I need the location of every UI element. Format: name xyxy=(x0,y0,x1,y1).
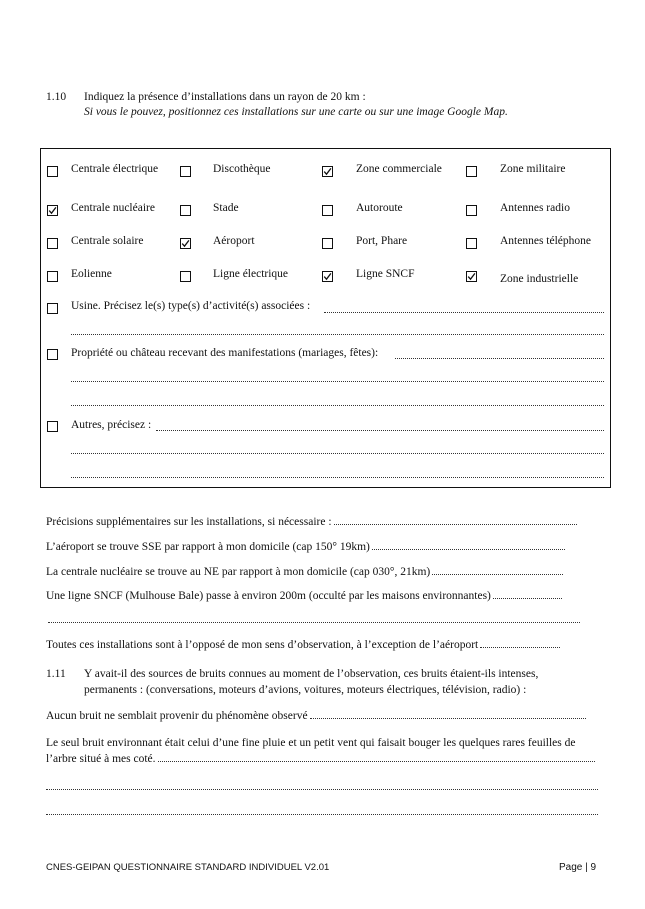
zone-militaire-label: Zone militaire xyxy=(500,163,566,175)
footer-page-number: Page | 9 xyxy=(559,862,597,873)
antennes-telephone-checkbox[interactable] xyxy=(466,238,477,249)
section-title-1-10: Indiquez la présence d’installations dans un rayon de 20 km : xyxy=(84,91,366,103)
answer-dots-2[interactable] xyxy=(158,761,595,762)
autres-field-line2[interactable] xyxy=(71,453,604,454)
autoroute-checkbox[interactable] xyxy=(322,205,333,216)
eolienne-checkbox[interactable] xyxy=(47,271,58,282)
centrale-solaire-checkbox[interactable] xyxy=(47,238,58,249)
precision-dots-5[interactable] xyxy=(480,647,560,648)
usine-field[interactable] xyxy=(324,312,604,313)
zone-militaire-checkbox[interactable] xyxy=(466,166,477,177)
answer-text-2-line2: l’arbre situé à mes coté. xyxy=(46,753,156,765)
eolienne-label: Eolienne xyxy=(71,268,112,280)
antennes-radio-checkbox[interactable] xyxy=(466,205,477,216)
antennes-radio-label: Antennes radio xyxy=(500,202,570,214)
section-question-1-11-line2: permanents : (conversations, moteurs d’avions, voitures, moteurs électriques, télévision, radio) : xyxy=(84,684,527,696)
propriete-field-line3[interactable] xyxy=(71,405,604,406)
precision-line-3 xyxy=(46,590,562,602)
ligne-electrique-label: Ligne électrique xyxy=(213,268,289,280)
checkmark-icon xyxy=(48,206,57,215)
centrale-nucleaire-label: Centrale nucléaire xyxy=(71,202,155,214)
centrale-electrique-checkbox[interactable] xyxy=(47,166,58,177)
precisions-field[interactable] xyxy=(334,524,577,525)
autres-checkbox[interactable] xyxy=(47,421,58,432)
precision-dots-1[interactable] xyxy=(372,549,565,550)
answer-text-1: Aucun bruit ne semblait provenir du phénomène observé xyxy=(46,710,308,722)
centrale-nucleaire-checkbox[interactable] xyxy=(47,205,58,216)
centrale-solaire-label: Centrale solaire xyxy=(71,235,144,247)
stade-checkbox[interactable] xyxy=(180,205,191,216)
footer-left: CNES-GEIPAN QUESTIONNAIRE STANDARD INDIVIDUEL V2.01 xyxy=(46,862,330,873)
discotheque-checkbox[interactable] xyxy=(180,166,191,177)
answer-line-2b xyxy=(46,753,595,765)
zone-industrielle-checkbox[interactable] xyxy=(466,271,477,282)
ligne-sncf-checkbox[interactable] xyxy=(322,271,333,282)
section-subtitle-1-10: Si vous le pouvez, positionnez ces installations sur une carte ou sur une image Google Map. xyxy=(84,106,508,118)
autres-field[interactable] xyxy=(156,430,604,431)
section-number-1-11: 1.11 xyxy=(46,668,66,680)
antennes-telephone-label: Antennes téléphone xyxy=(500,235,592,247)
autoroute-label: Autoroute xyxy=(356,202,403,214)
answer-blank-line-2[interactable] xyxy=(46,814,598,815)
precision-text-5: Toutes ces installations sont à l’opposé de mon sens d’observation, à l’exception de l’aéroport xyxy=(46,639,479,651)
checkmark-icon xyxy=(323,272,332,281)
usine-label: Usine. Précisez le(s) type(s) d’activité(s) associées : xyxy=(71,300,311,312)
usine-checkbox[interactable] xyxy=(47,303,58,314)
precision-line-5 xyxy=(46,639,560,651)
precision-text-1: L’aéroport se trouve SSE par rapport à mon domicile (cap 150° 19km) xyxy=(46,541,370,553)
checkmark-icon xyxy=(467,272,476,281)
aeroport-checkbox[interactable] xyxy=(180,238,191,249)
centrale-electrique-label: Centrale électrique xyxy=(71,163,159,175)
propriete-field[interactable] xyxy=(395,358,604,359)
answer-line-1 xyxy=(46,710,586,722)
port-phare-checkbox[interactable] xyxy=(322,238,333,249)
port-phare-label: Port, Phare xyxy=(356,235,408,247)
propriete-field-line2[interactable] xyxy=(71,381,604,382)
ligne-sncf-label: Ligne SNCF xyxy=(356,268,415,280)
autres-field-line3[interactable] xyxy=(71,477,604,478)
checkmark-icon xyxy=(181,239,190,248)
propriete-checkbox[interactable] xyxy=(47,349,58,360)
checkmark-icon xyxy=(323,167,332,176)
installations-box xyxy=(40,148,611,488)
section-number-1-10: 1.10 xyxy=(46,91,67,103)
precisions-label: Précisions supplémentaires sur les installations, si nécessaire : xyxy=(46,516,332,528)
section-question-1-11-line1: Y avait-il des sources de bruits connues au moment de l’observation, ces bruits étaient-ils intenses, xyxy=(84,668,539,680)
ligne-electrique-checkbox[interactable] xyxy=(180,271,191,282)
answer-text-2-line1: Le seul bruit environnant était celui d’une fine pluie et un petit vent qui faisait bouger les quelques rares feuilles de xyxy=(46,737,576,749)
precision-text-2: La centrale nucléaire se trouve au NE par rapport à mon domicile (cap 030°, 21km) xyxy=(46,566,431,578)
zone-industrielle-label: Zone industrielle xyxy=(500,273,579,285)
stade-label: Stade xyxy=(213,202,239,214)
precision-line-2 xyxy=(46,566,563,578)
precision-line-1 xyxy=(46,541,565,553)
zone-commerciale-checkbox[interactable] xyxy=(322,166,333,177)
precision-dots-4[interactable] xyxy=(48,622,580,623)
aeroport-label: Aéroport xyxy=(213,235,255,247)
discotheque-label: Discothèque xyxy=(213,163,271,175)
answer-blank-line-1[interactable] xyxy=(46,789,598,790)
precision-dots-2[interactable] xyxy=(432,574,563,575)
zone-commerciale-label: Zone commerciale xyxy=(356,163,442,175)
precision-dots-3[interactable] xyxy=(493,598,562,599)
precision-line-4 xyxy=(46,614,580,626)
answer-dots-1[interactable] xyxy=(310,718,586,719)
propriete-label: Propriété ou château recevant des manifestations (mariages, fêtes): xyxy=(71,347,379,359)
precision-text-3: Une ligne SNCF (Mulhouse Bale) passe à environ 200m (occulté par les maisons environnantes) xyxy=(46,590,491,602)
autres-label: Autres, précisez : xyxy=(71,419,152,431)
usine-field-line2[interactable] xyxy=(71,334,604,335)
precisions-label-line xyxy=(46,516,577,528)
